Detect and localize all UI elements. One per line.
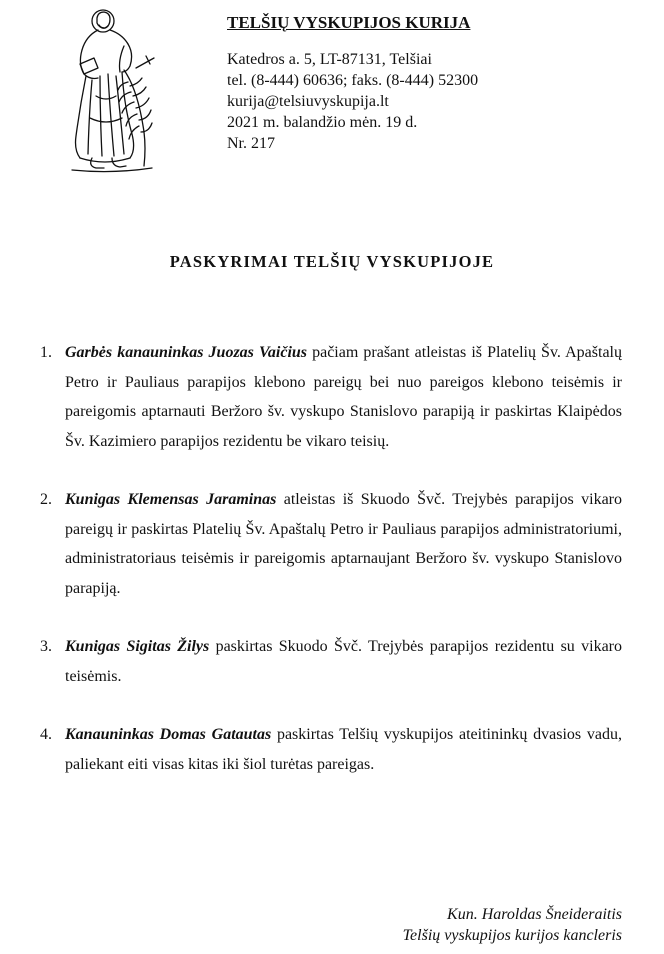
item-number: 1. xyxy=(40,344,52,361)
saint-with-palm-icon xyxy=(62,6,162,174)
address-line: Katedros a. 5, LT-87131, Telšiai xyxy=(227,51,432,68)
document-title: PASKYRIMAI TELŠIŲ VYSKUPIJOJE xyxy=(169,252,495,271)
item-number: 3. xyxy=(40,638,52,655)
signer-name: Kun. Haroldas Šneideraitis xyxy=(447,906,622,923)
list-item xyxy=(40,720,622,779)
letterhead xyxy=(227,12,478,154)
signer-position: Telšių vyskupijos kurijos kancleris xyxy=(402,927,622,944)
item-description: pačiam prašant atleistas iš Platelių Šv. Apaštalų Petro ir Pauliaus parapijos klebono pareigų bei nuo pareigos klebono teisėmis ir pareigomis aptarnauti Beržoro šv. vyskupo Stanislovo parapiją ir paskirtas Klaipėdos Šv. Kazimiero parapijos rezidentu be vikaro teisių. xyxy=(65,344,622,450)
signature-block xyxy=(403,904,622,946)
item-text xyxy=(65,632,622,691)
item-description: paskirtas Skuodo Švč. Trejybės parapijos rezidentu su vikaro teisėmis. xyxy=(65,638,623,685)
item-number: 2. xyxy=(40,491,52,508)
person-name: Kanauninkas Domas Gatautas xyxy=(65,726,272,743)
organization-name: TELŠIŲ VYSKUPIJOS KURIJA xyxy=(227,13,471,32)
person-name: Garbės kanauninkas Juozas Vaičius xyxy=(65,344,308,361)
email-line: kurija@telsiuvyskupija.lt xyxy=(227,93,389,110)
document-date: 2021 m. balandžio mėn. 19 d. xyxy=(227,114,418,131)
item-description: paskirtas Telšių vyskupijos ateitininkų dvasios vadu, paliekant eiti visas kitas iki šiol turėtas pareigas. xyxy=(65,726,622,773)
list-item xyxy=(40,485,622,603)
item-number: 4. xyxy=(40,726,52,743)
item-text xyxy=(65,720,622,779)
person-name: Kunigas Sigitas Žilys xyxy=(65,638,210,655)
item-description: atleistas iš Skuodo Švč. Trejybės parapijos vikaro pareigų ir paskirtas Platelių Šv. Apaštalų Petro ir Pauliaus parapijos administratoriumi, administratoriaus teisėmis ir pareigomis aptarnaujant Beržoro šv. vyskupo Stanislovo parapiją. xyxy=(65,491,623,597)
list-item xyxy=(40,338,622,456)
item-text xyxy=(65,338,622,456)
phone-line: tel. (8-444) 60636; faks. (8-444) 52300 xyxy=(227,72,479,89)
person-name: Kunigas Klemensas Jaraminas xyxy=(65,491,277,508)
item-text xyxy=(65,485,622,603)
document-number: Nr. 217 xyxy=(227,135,275,152)
appointments-list xyxy=(40,338,622,808)
list-item xyxy=(40,632,622,691)
